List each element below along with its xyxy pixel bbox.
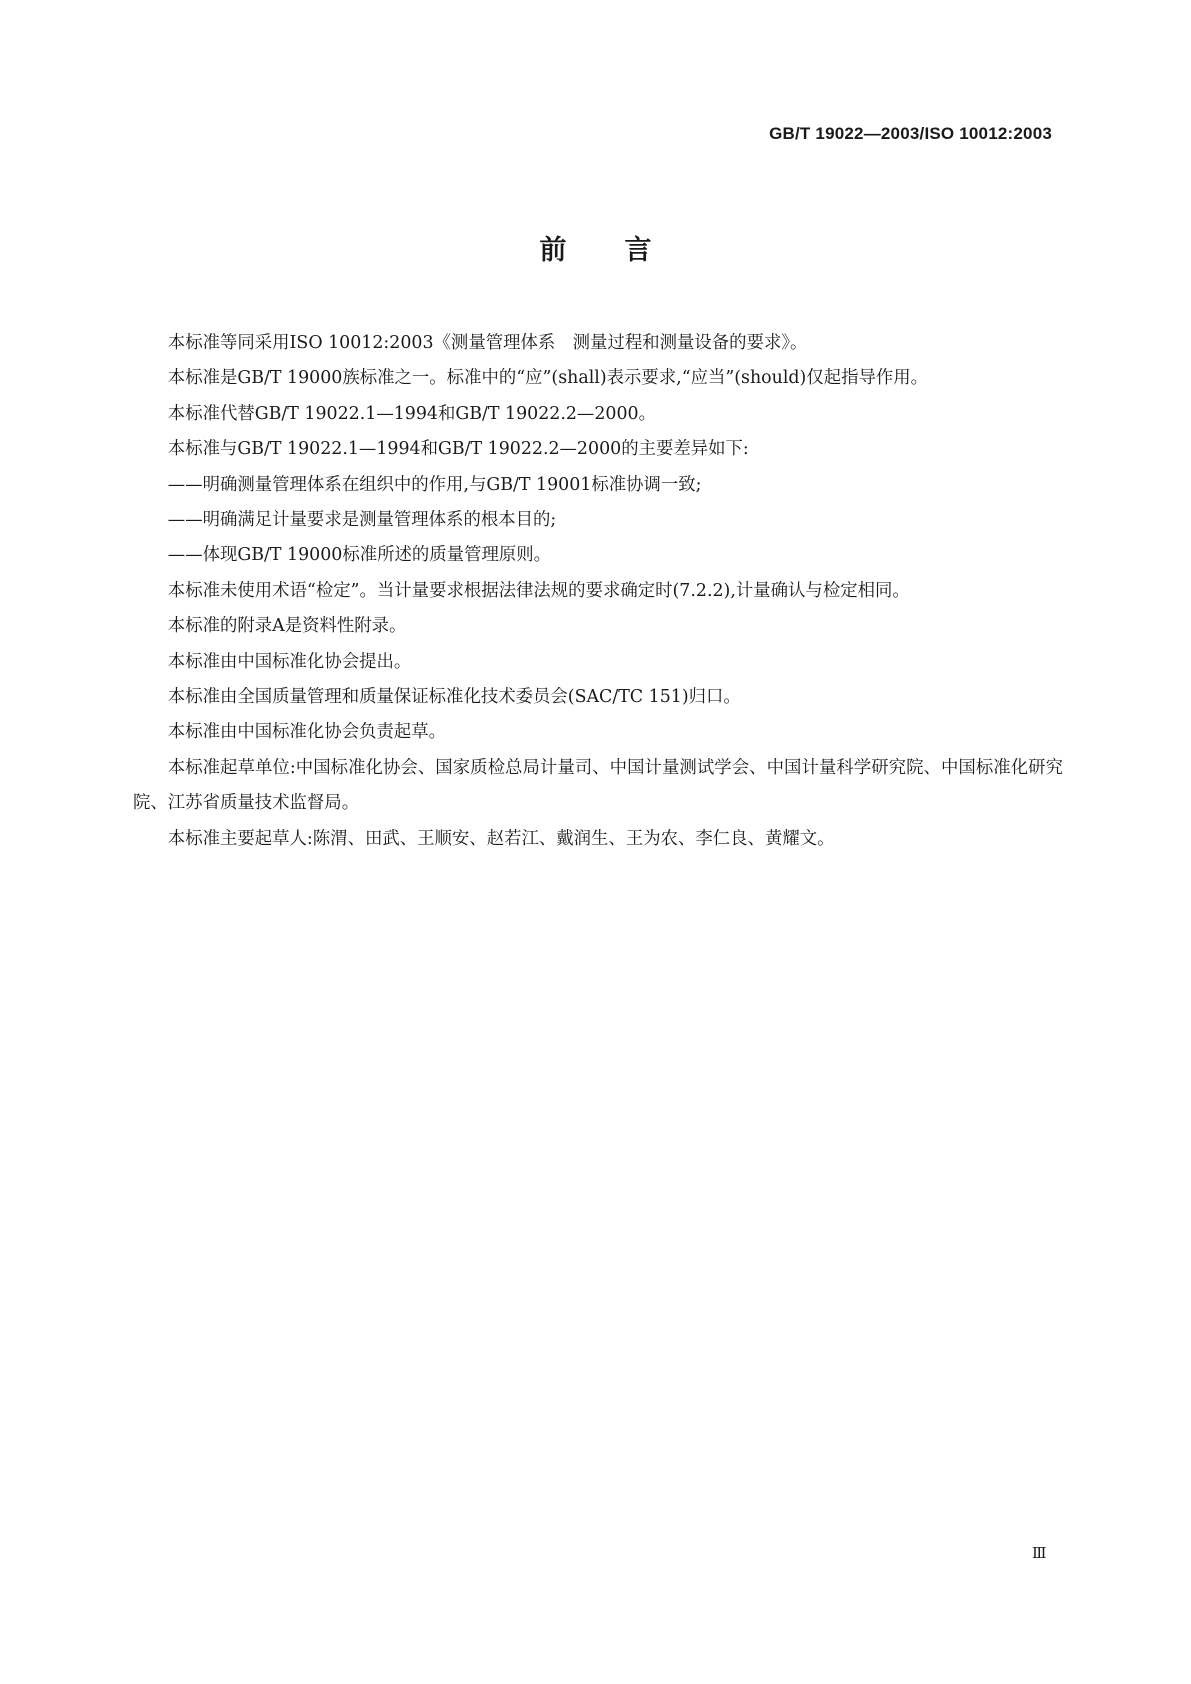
paragraph-drafted-by: 本标准由中国标准化协会负责起草。 xyxy=(167,722,447,743)
paragraph-verification-term: 本标准未使用术语“检定”。当计量要求根据法律法规的要求确定时(7.2.2),计量确认与检定相同。 xyxy=(167,580,910,601)
paragraph-drafting-units: 本标准起草单位:中国标准化协会、国家质检总局计量司、中国计量测试学会、中国计量科学研究院、中国标准化研究院、江苏省质量技术监督局。 xyxy=(133,757,1063,814)
paragraph-series: 本标准是GB/T 19000族标准之一。标准中的“应”(shall)表示要求,“应当”(should)仅起指导作用。 xyxy=(167,368,929,389)
list-item-difference: ——明确满足计量要求是测量管理体系的根本目的; xyxy=(167,510,557,531)
paragraph-adoption: 本标准等同采用ISO 10012:2003《测量管理体系 测量过程和测量设备的要求》。 xyxy=(167,333,808,353)
list-item-difference: ——体现GB/T 19000标准所述的质量管理原则。 xyxy=(167,545,552,566)
standard-code-header: GB/T 19022—2003/ISO 10012:2003 xyxy=(769,124,1052,143)
page-number: Ⅲ xyxy=(1032,1546,1046,1562)
page-title: 前言 xyxy=(539,235,710,266)
list-item-difference: ——明确测量管理体系在组织中的作用,与GB/T 19001标准协调一致; xyxy=(167,474,702,495)
foreword-body xyxy=(133,326,1063,857)
paragraph-annex: 本标准的附录A是资料性附录。 xyxy=(167,616,407,637)
paragraph-replaces: 本标准代替GB/T 19022.1—1994和GB/T 19022.2—2000。 xyxy=(167,403,656,424)
paragraph-drafters: 本标准主要起草人:陈渭、田武、王顺安、赵若江、戴润生、王为农、李仁良、黄耀文。 xyxy=(167,828,835,849)
paragraph-proposed-by: 本标准由中国标准化协会提出。 xyxy=(167,651,412,672)
paragraph-differences-intro: 本标准与GB/T 19022.1—1994和GB/T 19022.2—2000的主要差异如下: xyxy=(167,439,749,460)
paragraph-centralized-by: 本标准由全国质量管理和质量保证标准化技术委员会(SAC/TC 151)归口。 xyxy=(167,687,741,708)
